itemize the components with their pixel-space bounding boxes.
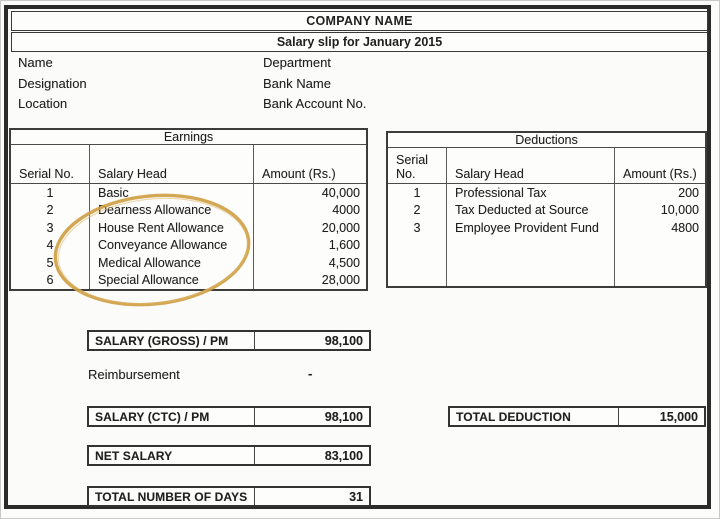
earnings-title: Earnings: [11, 130, 366, 145]
reimbursement-value: -: [308, 366, 313, 381]
reimbursement-label: Reimbursement: [88, 367, 180, 382]
earnings-col-serial: Serial No.: [11, 145, 90, 184]
earnings-row-amount: 20,000: [321, 220, 360, 235]
earnings-row-serial: 6: [11, 272, 90, 290]
deductions-row-head: Professional Tax: [447, 184, 615, 202]
earnings-col-amount: Amount (Rs.): [254, 145, 366, 184]
company-name: COMPANY NAME: [306, 14, 413, 28]
company-name-box: [11, 11, 708, 31]
earnings-table: [9, 128, 368, 291]
salary-gross-label: SALARY (GROSS) / PM: [89, 332, 255, 349]
total-deduction-box: [448, 406, 706, 427]
earnings-row-head: Medical Allowance: [90, 254, 254, 272]
net-salary-box: [87, 445, 371, 466]
earnings-row-amount: 4,500: [328, 255, 360, 270]
earnings-row-serial: 4: [11, 237, 90, 255]
earnings-row-amount: 1,600: [328, 238, 360, 253]
deductions-table: [386, 131, 707, 288]
slip-period: Salary slip for January 2015: [276, 35, 443, 49]
deductions-row-head: Tax Deducted at Source: [447, 202, 615, 220]
earnings-row-amount: 4000: [332, 203, 360, 218]
deductions-col-head: Salary Head: [447, 148, 615, 184]
salary-gross-value: 98,100: [324, 333, 363, 348]
total-deduction-value: 15,000: [659, 409, 698, 424]
slip-period-box: [11, 32, 708, 52]
name-label: Name: [18, 55, 53, 70]
designation-label: Designation: [18, 76, 87, 91]
deductions-col-serial: Serial No.: [388, 148, 447, 184]
salary-ctc-label: SALARY (CTC) / PM: [89, 408, 255, 425]
deductions-title: Deductions: [388, 133, 705, 148]
earnings-row-head: Special Allowance: [90, 272, 254, 290]
total-days-box: [87, 486, 371, 507]
total-days-label: TOTAL NUMBER OF DAYS: [89, 488, 255, 505]
bank-account-label: Bank Account No.: [263, 96, 367, 111]
earnings-row-serial: 3: [11, 219, 90, 237]
earnings-row-head: Conveyance Allowance: [90, 237, 254, 255]
deductions-row-amount: 4800: [671, 220, 699, 235]
deductions-row-amount: 10,000: [660, 203, 699, 218]
total-deduction-label: TOTAL DEDUCTION: [450, 408, 619, 425]
earnings-grid: [11, 145, 366, 289]
deductions-row-serial: 2: [388, 202, 447, 220]
earnings-row-head: Dearness Allowance: [90, 202, 254, 220]
deductions-filler-cell: [447, 237, 615, 287]
earnings-row-serial: 2: [11, 202, 90, 220]
salary-ctc-value: 98,100: [324, 409, 363, 424]
earnings-row-head: Basic: [90, 184, 254, 202]
earnings-row-amount: 40,000: [321, 185, 360, 200]
net-salary-label: NET SALARY: [89, 447, 255, 464]
location-label: Location: [18, 96, 68, 111]
deductions-row-amount: 200: [678, 185, 699, 200]
deductions-filler-cell: [615, 237, 705, 287]
bank-name-label: Bank Name: [263, 76, 331, 91]
salary-gross-box: [87, 330, 371, 351]
earnings-row-head: House Rent Allowance: [90, 219, 254, 237]
deductions-col-amount: Amount (Rs.): [615, 148, 705, 184]
salary-ctc-box: [87, 406, 371, 427]
deductions-grid: [388, 148, 705, 286]
earnings-row-serial: 1: [11, 184, 90, 202]
deductions-filler-cell: [388, 237, 447, 287]
department-label: Department: [263, 55, 331, 70]
deductions-row-serial: 3: [388, 219, 447, 237]
net-salary-value: 83,100: [324, 448, 363, 463]
earnings-row-serial: 5: [11, 254, 90, 272]
deductions-row-serial: 1: [388, 184, 447, 202]
earnings-col-head: Salary Head: [90, 145, 254, 184]
earnings-row-amount: 28,000: [321, 273, 360, 288]
total-days-value: 31: [349, 489, 363, 504]
deductions-row-head: Employee Provident Fund: [447, 219, 615, 237]
